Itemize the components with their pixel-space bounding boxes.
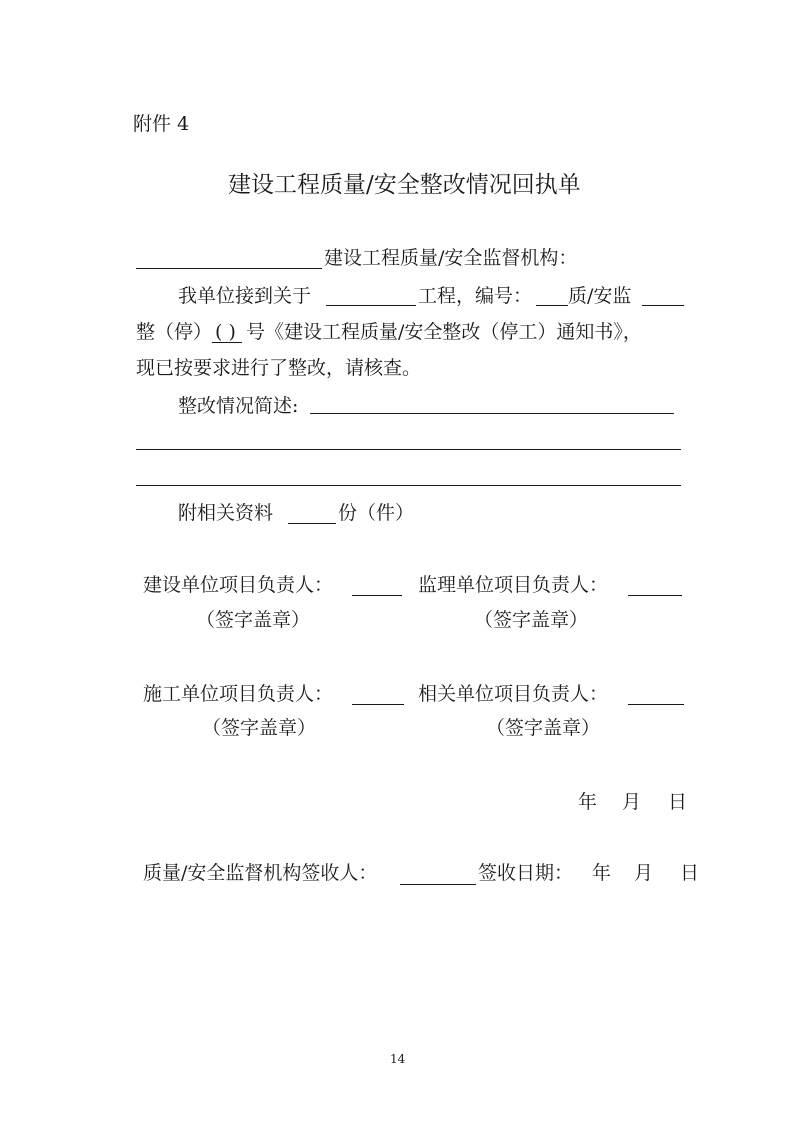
related-unit-signature[interactable] bbox=[628, 704, 684, 705]
summary-line-2[interactable] bbox=[136, 449, 681, 450]
seal-note-2: （签字盖章） bbox=[474, 609, 589, 631]
quality-safety-text: 质/安监 bbox=[568, 285, 632, 307]
receiver-label: 质量/安全监督机构签收人： bbox=[143, 862, 378, 884]
seal-note-3: （签字盖章） bbox=[202, 717, 317, 739]
rectify-stop-text: 整（停） bbox=[136, 321, 213, 343]
year-blank[interactable] bbox=[212, 342, 242, 343]
notice-text: 号《建设工程质量/安全整改（停工）通知书》， bbox=[246, 321, 642, 343]
addressee-text: 建设工程质量/安全监督机构： bbox=[324, 247, 578, 269]
construction-unit-signature[interactable] bbox=[352, 595, 402, 596]
addressee-blank[interactable] bbox=[136, 268, 322, 269]
page-number: 14 bbox=[390, 1052, 406, 1066]
seal-note-1: （签字盖章） bbox=[196, 609, 311, 631]
receipt-date-label: 签收日期： bbox=[478, 862, 574, 884]
date-month: 月 bbox=[622, 791, 642, 813]
attachments-count-blank[interactable] bbox=[288, 523, 336, 524]
date-year: 年 bbox=[578, 791, 598, 813]
project-number-text: 工程，编号： bbox=[418, 285, 533, 307]
contractor-unit-signature[interactable] bbox=[352, 704, 404, 705]
attachments-unit: 份（件） bbox=[338, 502, 415, 524]
supervision-unit-signature[interactable] bbox=[628, 595, 682, 596]
date-day: 日 bbox=[668, 791, 688, 813]
related-unit-label: 相关单位项目负责人： bbox=[418, 683, 609, 705]
receipt-month: 月 bbox=[634, 862, 654, 884]
receipt-day: 日 bbox=[680, 862, 700, 884]
summary-label: 整改情况简述: bbox=[178, 395, 299, 417]
seal-note-4: （签字盖章） bbox=[486, 717, 601, 739]
summary-line-1[interactable] bbox=[310, 413, 674, 414]
receipt-year: 年 bbox=[592, 862, 612, 884]
summary-line-3[interactable] bbox=[136, 485, 681, 486]
received-text: 我单位接到关于 bbox=[178, 285, 312, 307]
document-title: 建设工程质量/安全整改情况回执单 bbox=[228, 172, 581, 198]
quality-prefix-blank[interactable] bbox=[536, 305, 568, 306]
contractor-unit-label: 施工单位项目负责人： bbox=[143, 683, 334, 705]
year-paren: ( ) bbox=[215, 321, 236, 343]
receiver-signature[interactable] bbox=[400, 884, 476, 885]
attachments-label: 附相关资料 bbox=[178, 502, 274, 524]
attachment-label: 附件 4 bbox=[133, 113, 190, 135]
construction-unit-label: 建设单位项目负责人： bbox=[143, 574, 334, 596]
project-name-blank[interactable] bbox=[326, 305, 416, 306]
completed-text: 现已按要求进行了整改，请核查。 bbox=[136, 357, 422, 379]
supervision-unit-label: 监理单位项目负责人： bbox=[418, 574, 609, 596]
supervision-code-blank[interactable] bbox=[642, 305, 684, 306]
